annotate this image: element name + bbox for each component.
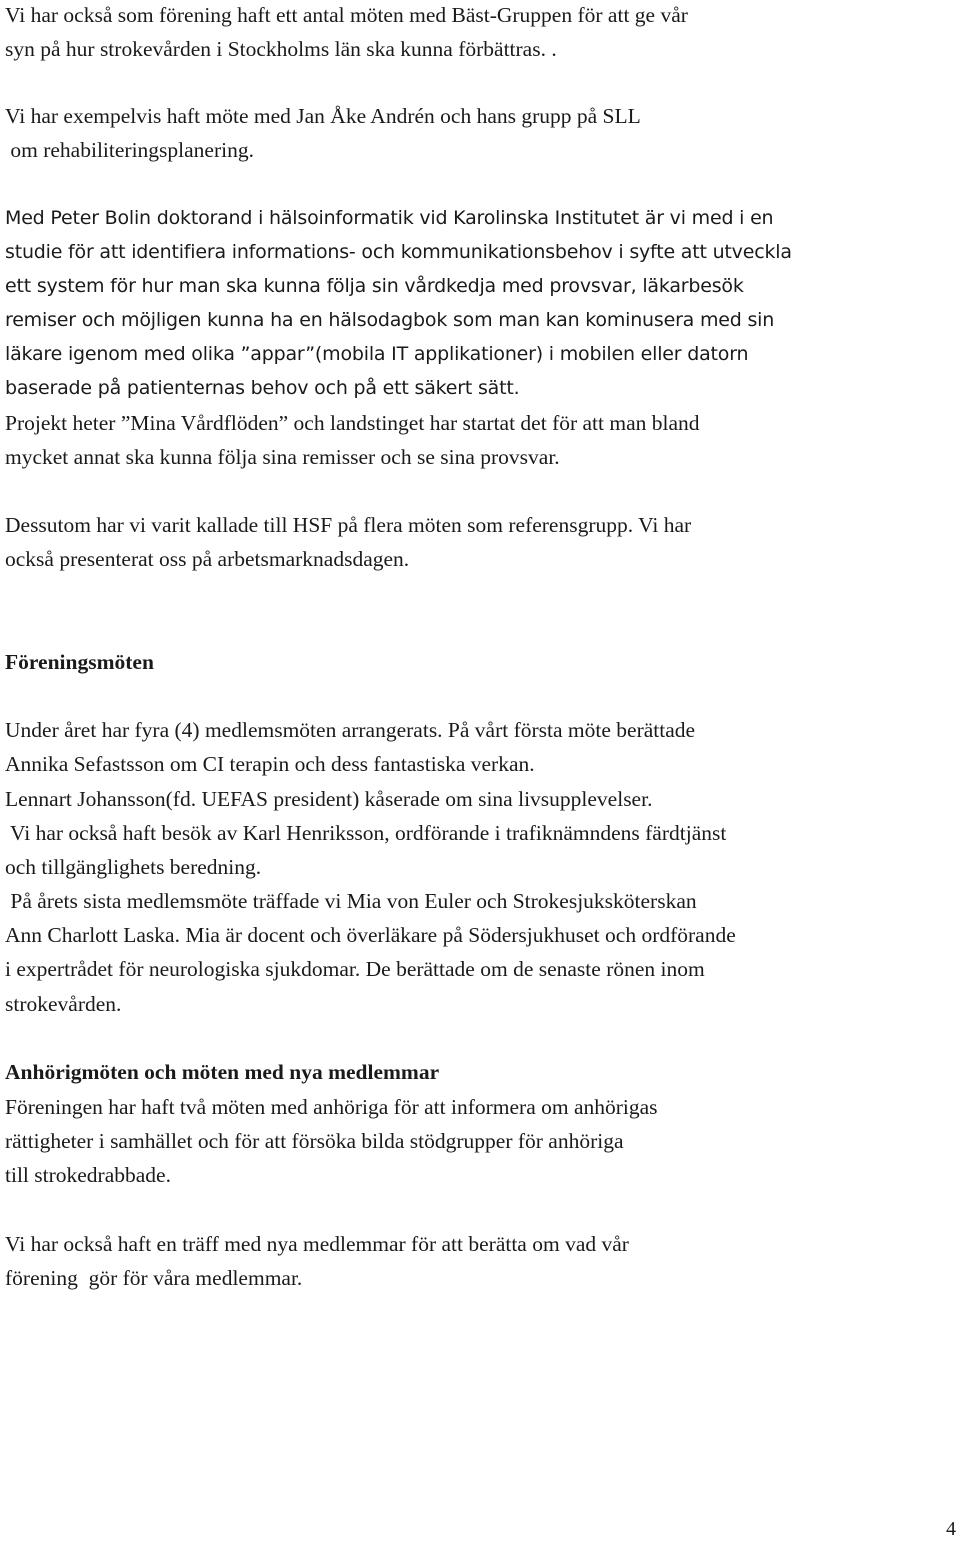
intro-line: syn på hur strokevården i Stockholms län ska kunna förbättras. . xyxy=(5,37,557,61)
reference-line: Dessutom har vi varit kallade till HSF på flera möten som referensgrupp. Vi har xyxy=(5,513,692,537)
study-line: Med Peter Bolin doktorand i hälsoinformatik vid Karolinska Institutet är vi med i en xyxy=(5,207,774,229)
meetings-line: strokevården. xyxy=(5,992,122,1016)
relatives-line: till strokedrabbade. xyxy=(5,1163,171,1187)
section-heading-relatives: Anhörigmöten och möten med nya medlemmar xyxy=(5,1060,440,1084)
meetings-line: Vi har också haft besök av Karl Henriksson, ordförande i trafiknämndens färdtjänst xyxy=(5,821,727,845)
meetings-line: Lennart Johansson(fd. UEFAS president) kåserade om sina livsupplevelser. xyxy=(5,787,653,811)
new-members-line: Vi har också haft en träff med nya medlemmar för att berätta om vad vår xyxy=(5,1232,629,1256)
relatives-line: Föreningen har haft två möten med anhöriga för att informera om anhörigas xyxy=(5,1095,658,1119)
project-line: mycket annat ska kunna följa sina remisser och se sina provsvar. xyxy=(5,445,560,469)
study-line: läkare igenom med olika ”appar”(mobila IT applikationer) i mobilen eller datorn xyxy=(5,343,749,365)
page-number: 4 xyxy=(946,1518,956,1540)
study-line: remiser och möjligen kunna ha en hälsodagbok som man kan kominusera med sin xyxy=(5,309,775,331)
intro-line: Vi har exempelvis haft möte med Jan Åke Andrén och hans grupp på SLL xyxy=(5,104,641,128)
meetings-line: Under året har fyra (4) medlemsmöten arrangerats. På vårt första möte berättade xyxy=(5,718,696,742)
relatives-line: rättigheter i samhället och för att försöka bilda stödgrupper för anhöriga xyxy=(5,1129,624,1153)
intro-line: om rehabiliteringsplanering. xyxy=(5,138,254,162)
study-line: ett system för hur man ska kunna följa sin vårdkedja med provsvar, läkarbesök xyxy=(5,275,744,297)
reference-line: också presenterat oss på arbetsmarknadsdagen. xyxy=(5,547,410,571)
meetings-line: Ann Charlott Laska. Mia är docent och överläkare på Södersjukhuset och ordförande xyxy=(5,923,736,947)
project-line: Projekt heter ”Mina Vårdflöden” och landstinget har startat det för att man bland xyxy=(5,411,700,435)
section-heading-meetings: Föreningsmöten xyxy=(5,650,154,674)
new-members-line: förening gör för våra medlemmar. xyxy=(5,1266,303,1290)
meetings-line: och tillgänglighets beredning. xyxy=(5,855,262,879)
study-line: baserade på patienternas behov och på ett säkert sätt. xyxy=(5,377,520,399)
intro-line: Vi har också som förening haft ett antal möten med Bäst-Gruppen för att ge vår xyxy=(5,3,688,27)
meetings-line: i expertrådet för neurologiska sjukdomar. De berättade om de senaste rönen inom xyxy=(5,957,705,981)
meetings-line: Annika Sefastsson om CI terapin och dess fantastiska verkan. xyxy=(5,752,535,776)
study-line: studie för att identifiera informations- och kommunikationsbehov i syfte att utveckla xyxy=(5,241,792,263)
meetings-line: På årets sista medlemsmöte träffade vi Mia von Euler och Strokesjuksköterskan xyxy=(5,889,697,913)
